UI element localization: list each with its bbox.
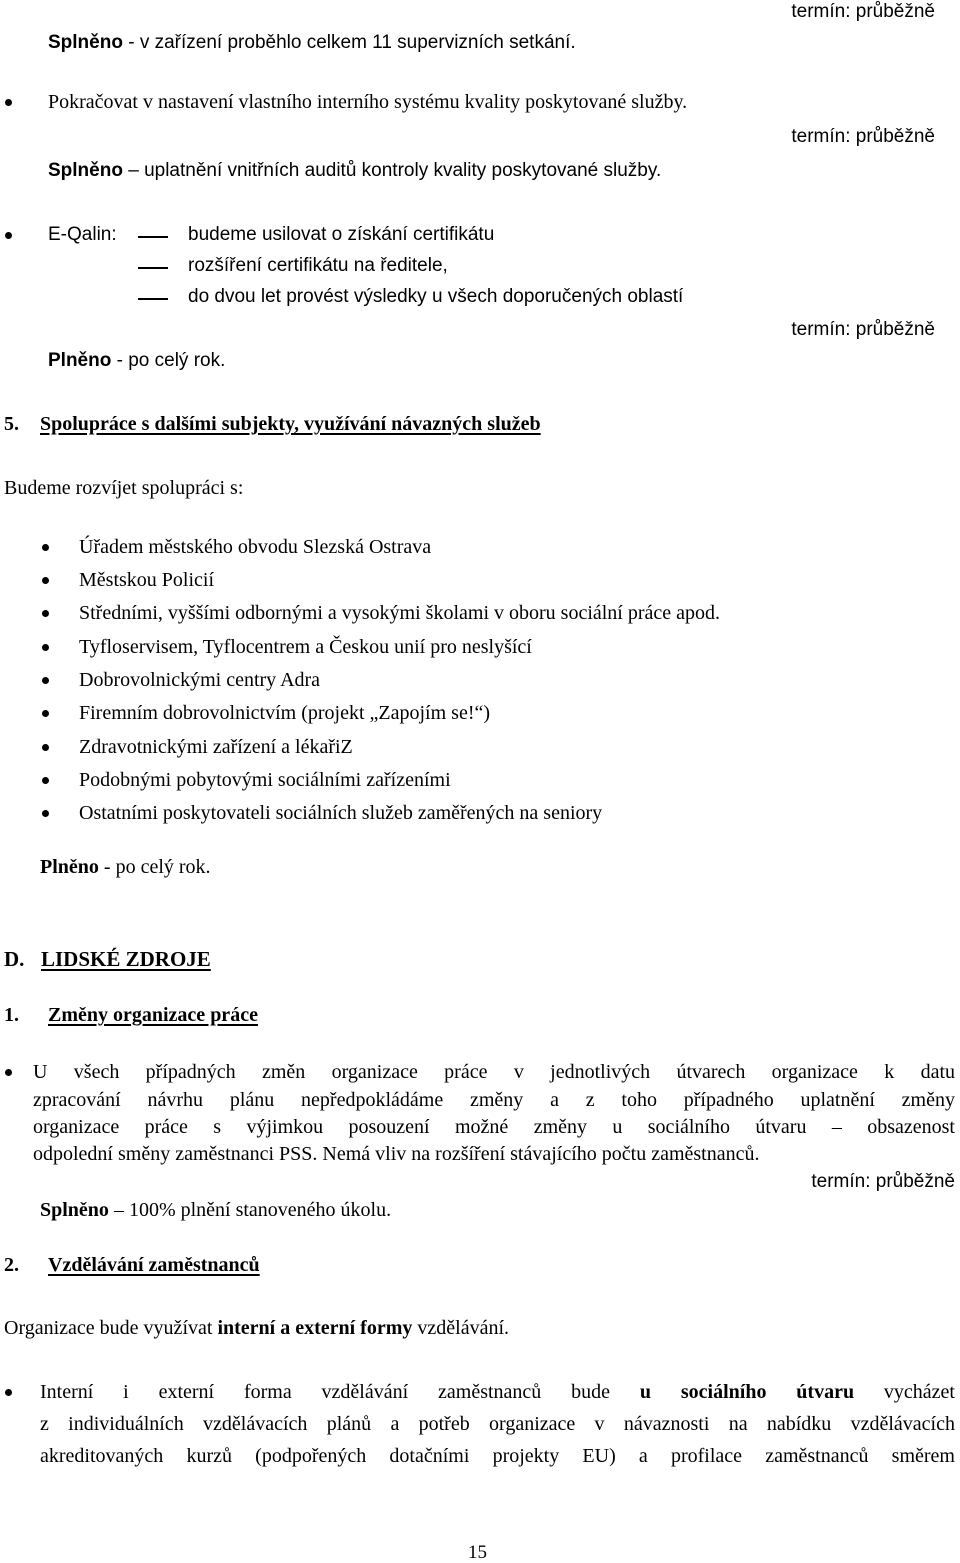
bullet-icon [5, 1389, 12, 1396]
list-item: Ostatními poskytovateli sociálních služeb zaměřených na seniory [79, 802, 603, 824]
list-item: Městskou Policií [79, 569, 215, 591]
section-title: Změny organizace práce [48, 1004, 258, 1026]
bullet-icon [42, 810, 49, 817]
bullet-icon [42, 577, 49, 584]
paragraph-line: odpolední směny zaměstnanci PSS. Nemá vliv na rozšíření stávajícího počtu zaměstnanců. [33, 1143, 760, 1165]
dash-icon [138, 236, 168, 238]
intro-bold: interní a externí formy [217, 1317, 413, 1339]
eqalin-item: do dvou let provést výsledky u všech doporučených oblastí [188, 286, 684, 307]
eqalin-item: rozšíření certifikátu na ředitele, [188, 255, 448, 276]
list-item: Středními, vyššími odbornými a vysokými školami v oboru sociální práce apod. [79, 602, 721, 624]
bullet-icon [42, 744, 49, 751]
eqalin-label: E-Qalin: [48, 224, 117, 245]
list-item: Tyfloservisem, Tyflocentrem a Českou unií pro neslyšící [79, 636, 532, 658]
section-intro [4, 1318, 509, 1338]
paragraph-line: U všech případných změn organizace práce v jednotlivých útvarech organizace k datu [33, 1061, 955, 1083]
status-bold: Splněno [48, 160, 123, 181]
bullet-icon [5, 99, 12, 106]
term-label: termín: průběžně [811, 1171, 955, 1192]
status-line [40, 1200, 391, 1220]
status-line [48, 350, 225, 370]
section-title: Vzdělávání zaměstnanců [48, 1254, 260, 1276]
bullet-icon [42, 544, 49, 551]
bullet-icon [42, 644, 49, 651]
dash-icon [138, 298, 168, 300]
intro-text: Organizace bude využívat [4, 1317, 218, 1339]
paragraph-line: zpracování návrhu plánu nepředpokládáme změny a z toho případného uplatnění změny [33, 1089, 955, 1111]
list-item: Úřadem městského obvodu Slezská Ostrava [79, 536, 432, 558]
section-number: 2. [4, 1254, 19, 1276]
bullet-icon [5, 232, 12, 239]
term-label: termín: průběžně [791, 319, 935, 340]
status-line [40, 857, 211, 877]
chapter-letter: D. [4, 947, 25, 971]
status-bold: Plněno [40, 856, 99, 878]
bullet-icon [5, 1069, 12, 1076]
chapter-title: LIDSKÉ ZDROJE [41, 947, 211, 971]
paragraph-bold: u sociálního útvaru [639, 1381, 855, 1403]
section-title: Spolupráce s dalšími subjekty, využívání návazných služeb [40, 413, 541, 435]
paragraph [40, 1382, 955, 1478]
bullet-icon [42, 777, 49, 784]
paragraph-line: z individuálních vzdělávacích plánů a potřeb organizace v návaznosti na nabídku vzdělávacích [40, 1413, 955, 1435]
list-item: Podobnými pobytovými sociálními zařízeními [79, 769, 451, 791]
list-item: Dobrovolnickými centry Adra [79, 669, 321, 691]
list-item: Zdravotnickými zařízení a lékařiZ [79, 736, 353, 758]
status-text: – 100% plnění stanoveného úkolu. [108, 1199, 392, 1221]
bullet-icon [42, 710, 49, 717]
paragraph-line [40, 1382, 955, 1414]
status-line [48, 160, 661, 180]
bullet-icon [42, 610, 49, 617]
eqalin-item: budeme usilovat o získání certifikátu [188, 224, 495, 245]
intro-text: vzdělávání. [412, 1317, 510, 1339]
page-number: 15 [468, 1542, 487, 1563]
section-number: 1. [4, 1004, 19, 1026]
bullet-text: Pokračovat v nastavení vlastního interního systému kvality poskytované služby. [48, 91, 688, 113]
status-bold: Splněno [40, 1199, 109, 1221]
bullet-icon [42, 677, 49, 684]
paragraph [33, 1062, 955, 1144]
section-intro: Budeme rozvíjet spolupráci s: [4, 477, 244, 499]
status-text: - v zařízení proběhlo celkem 11 supervizních setkání. [122, 32, 576, 53]
dash-icon [138, 267, 168, 269]
status-text: - po celý rok. [98, 856, 211, 878]
list-item: Firemním dobrovolnictvím (projekt „Zapojím se!“) [79, 702, 491, 724]
paragraph-text: vycházet [854, 1381, 955, 1403]
section-number: 5. [4, 413, 19, 435]
paragraph-text: Interní i externí forma vzdělávání zaměstnanců bude [40, 1381, 640, 1403]
term-label: termín: průběžně [791, 126, 935, 147]
paragraph-line: organizace práce s výjimkou posouzení možné změny u sociálního útvaru – obsazenost [33, 1116, 955, 1138]
status-text: - po celý rok. [111, 350, 226, 371]
status-bold: Plněno [48, 350, 112, 371]
status-line [48, 32, 576, 52]
paragraph-line: akreditovaných kurzů (podpořených dotačními projekty EU) a profilace zaměstnanců směrem [40, 1445, 955, 1467]
status-bold: Splněno [48, 32, 123, 53]
status-text: – uplatnění vnitřních auditů kontroly kvality poskytované služby. [122, 160, 662, 181]
term-label: termín: průběžně [791, 1, 935, 22]
